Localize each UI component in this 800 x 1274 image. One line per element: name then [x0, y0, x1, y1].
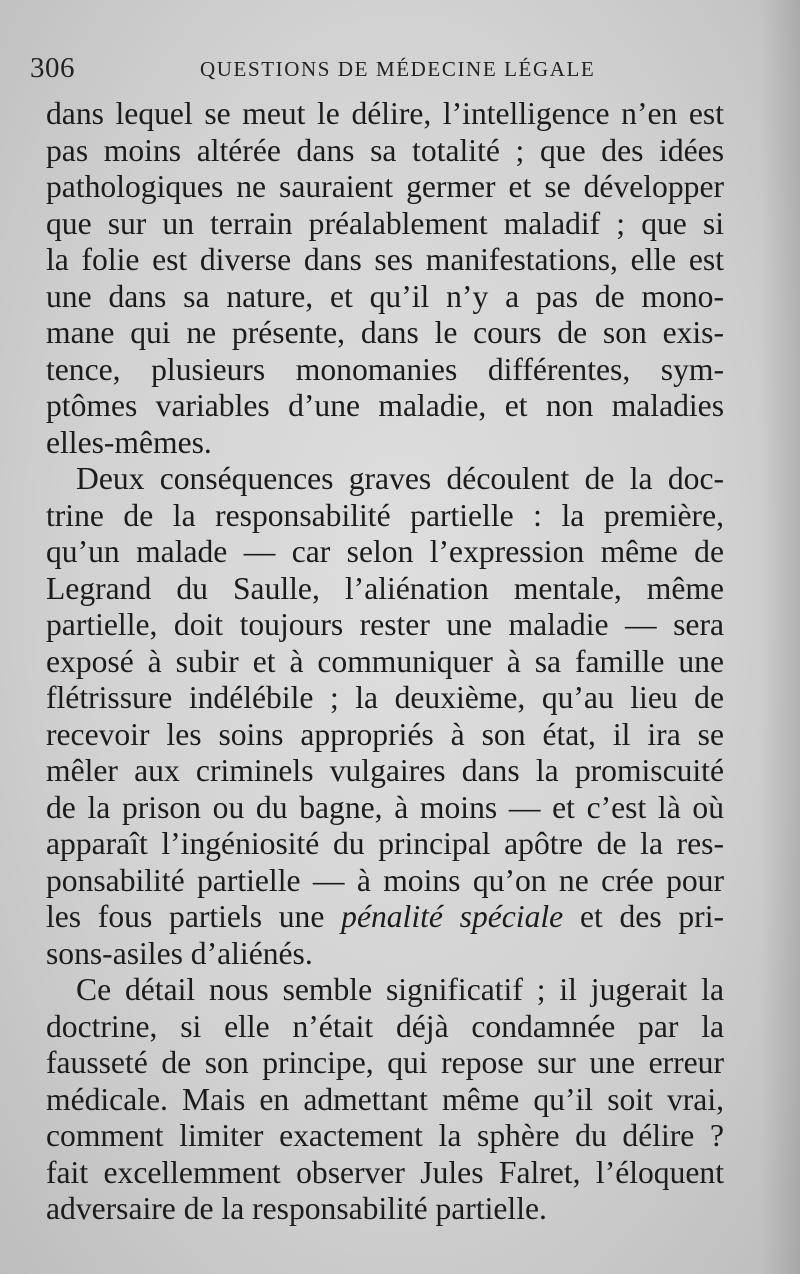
text-line: la folie est diverse dans ses manifestations, elle est — [46, 242, 724, 277]
text-line: fait excellemment observer Jules Falret, l’éloquent — [46, 1154, 724, 1190]
page-header — [30, 52, 770, 92]
text-line: pathologiques ne sauraient germer et se développer — [46, 169, 724, 204]
text-line: de la prison ou du bagne, à moins — et c’est là où — [46, 789, 724, 825]
text-segment: et des pri- — [563, 899, 724, 934]
text-line: fausseté de son principe, qui repose sur une erreur — [46, 1045, 724, 1080]
text-line: dans lequel se meut le délire, l’intelligence n’en est — [46, 96, 724, 131]
text-line: ponsabilité partielle — à moins qu’on ne crée pour — [46, 862, 724, 898]
text-line: adversaire de la responsabilité partielle. — [46, 1191, 547, 1226]
text-line: que sur un terrain préalablement maladif ; que si — [46, 205, 724, 241]
text-line: qu’un malade — car selon l’expression même de — [46, 534, 724, 569]
running-title: QUESTIONS DE MÉDECINE LÉGALE — [200, 57, 596, 81]
paragraph-first-line: Ce détail nous semble significatif ; il jugerait la — [76, 972, 724, 1007]
text-line: Legrand du Saulle, l’aliénation mentale, même — [46, 570, 724, 606]
italic-phrase: pénalité spéciale — [341, 899, 564, 934]
text-line: flétrissure indélébile ; la deuxième, qu’au lieu de — [46, 680, 724, 715]
text-segment: les fous partiels une — [46, 899, 342, 934]
page-number: 306 — [30, 52, 75, 84]
text-line: exposé à subir et à communiquer à sa famille une — [46, 643, 724, 679]
text-line: recevoir les soins appropriés à son état, il ira se — [46, 716, 724, 752]
text-line: mane qui ne présente, dans le cours de son exis- — [46, 315, 724, 350]
text-line: une dans sa nature, et qu’il n’y a pas de mono- — [46, 278, 724, 314]
text-line: sons-asiles d’aliénés. — [46, 935, 313, 971]
text-line: partielle, doit toujours rester une maladie — sera — [46, 607, 724, 642]
paragraph-first-line: Deux conséquences graves découlent de la doc- — [76, 461, 724, 496]
body-text — [46, 96, 724, 1228]
text-line: apparaît l’ingéniosité du principal apôtre de la res- — [46, 826, 724, 861]
page-edge-shadow — [760, 0, 800, 1274]
text-line: trine de la responsabilité partielle : la première, — [46, 497, 724, 533]
text-line: ptômes variables d’une maladie, et non maladies — [46, 388, 724, 423]
text-line: elles-mêmes. — [46, 424, 212, 460]
text-line: pas moins altérée dans sa totalité ; que des idées — [46, 132, 724, 168]
text-line: mêler aux criminels vulgaires dans la promiscuité — [46, 753, 724, 788]
text-line-with-italic — [46, 899, 724, 936]
text-line: tence, plusieurs monomanies différentes, sym- — [46, 351, 724, 387]
text-line: médicale. Mais en admettant même qu’il soit vrai, — [46, 1081, 724, 1117]
text-line: comment limiter exactement la sphère du délire ? — [46, 1118, 724, 1153]
text-line: doctrine, si elle n’était déjà condamnée par la — [46, 1008, 724, 1044]
